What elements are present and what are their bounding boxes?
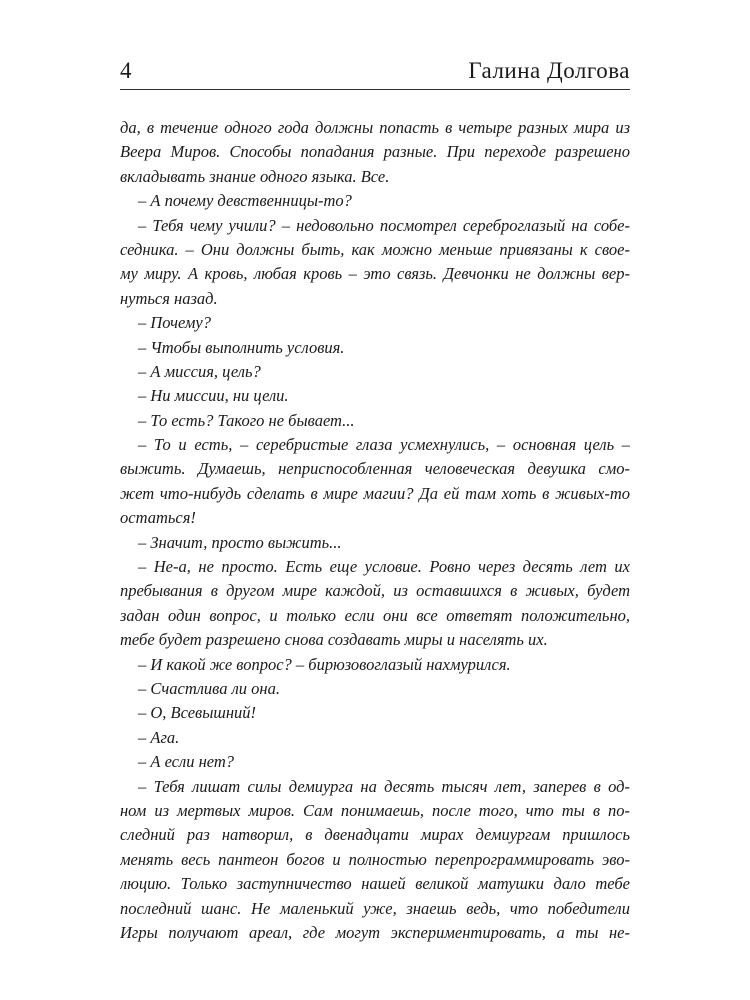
text-line: ном из мертвых миров. Сам понимаешь, после того, что ты в по- <box>120 800 630 820</box>
text-line: – Счастлива ли она. <box>138 678 280 698</box>
text-line: – Почему? <box>138 313 212 333</box>
text-line: – Значит, просто выжить... <box>138 532 342 552</box>
running-head-author: Галина Долгова <box>468 58 630 83</box>
text-line: вкладывать знание одного языка. Все. <box>120 166 390 186</box>
text-line: – То есть? Такого не бывает... <box>138 410 355 430</box>
text-line: – И какой же вопрос? – бирюзовоглазый нахмурился. <box>138 654 511 674</box>
text-line: – Чтобы выполнить условия. <box>138 337 345 357</box>
text-line: – Тебя чему учили? – недовольно посмотрел сереброглазый на собе- <box>138 215 630 235</box>
page-number: 4 <box>120 58 132 83</box>
text-line: Игры получают ареал, где могут экспериментировать, а ты не- <box>120 922 630 942</box>
text-line: седника. – Они должны быть, как можно меньше привязаны к свое- <box>120 239 630 259</box>
text-line: жет что-нибудь сделать в мире магии? Да ей там хоть в живых-то <box>120 483 630 503</box>
text-line: – Ага. <box>138 727 180 747</box>
page-header <box>120 56 630 92</box>
body-text <box>120 116 630 945</box>
text-line: – То и есть, – серебристые глаза усмехнулись, – основная цель – <box>138 435 630 455</box>
text-line: – Тебя лишат силы демиурга на десять тысяч лет, заперев в од- <box>138 776 630 796</box>
text-line: – А почему девственницы-то? <box>138 191 352 211</box>
text-line: пребывания в другом мире каждой, из оставшихся в живых, будет <box>120 581 630 601</box>
text-line: – Ни миссии, ни цели. <box>138 386 289 406</box>
header-rule <box>120 89 630 90</box>
text-line: менять весь пантеон богов и полностью перепрограммировать эво- <box>120 849 630 869</box>
text-line: – Не-а, не просто. Есть еще условие. Ровно через десять лет их <box>138 557 630 577</box>
text-line: да, в течение одного года должны попасть в четыре разных мира из <box>120 118 630 137</box>
text-line: – О, Всевышний! <box>138 703 257 723</box>
text-line: последний шанс. Не маленький уже, знаешь ведь, что победители <box>120 898 630 918</box>
text-line: му миру. А кровь, любая кровь – это связь. Девчонки не должны вер- <box>120 264 630 284</box>
text-line: – А если нет? <box>138 752 235 772</box>
text-line: остаться! <box>120 508 196 528</box>
text-line: тебе будет разрешено снова создавать миры и населять их. <box>120 630 548 650</box>
text-line: следний раз натворил, в двенадцати мирах демиургам пришлось <box>120 825 630 845</box>
text-line: выжить. Думаешь, неприспособленная человеческая девушка смо- <box>120 459 630 479</box>
text-line: – А миссия, цель? <box>138 361 261 381</box>
text-line: нуться назад. <box>120 288 218 308</box>
text-line: люцию. Только заступничество нашей великой матушки дало тебе <box>120 874 630 894</box>
text-line: задан один вопрос, и только если они все ответят положительно, <box>120 605 630 625</box>
text-line: Веера Миров. Способы попадания разные. При переходе разрешено <box>120 142 630 162</box>
